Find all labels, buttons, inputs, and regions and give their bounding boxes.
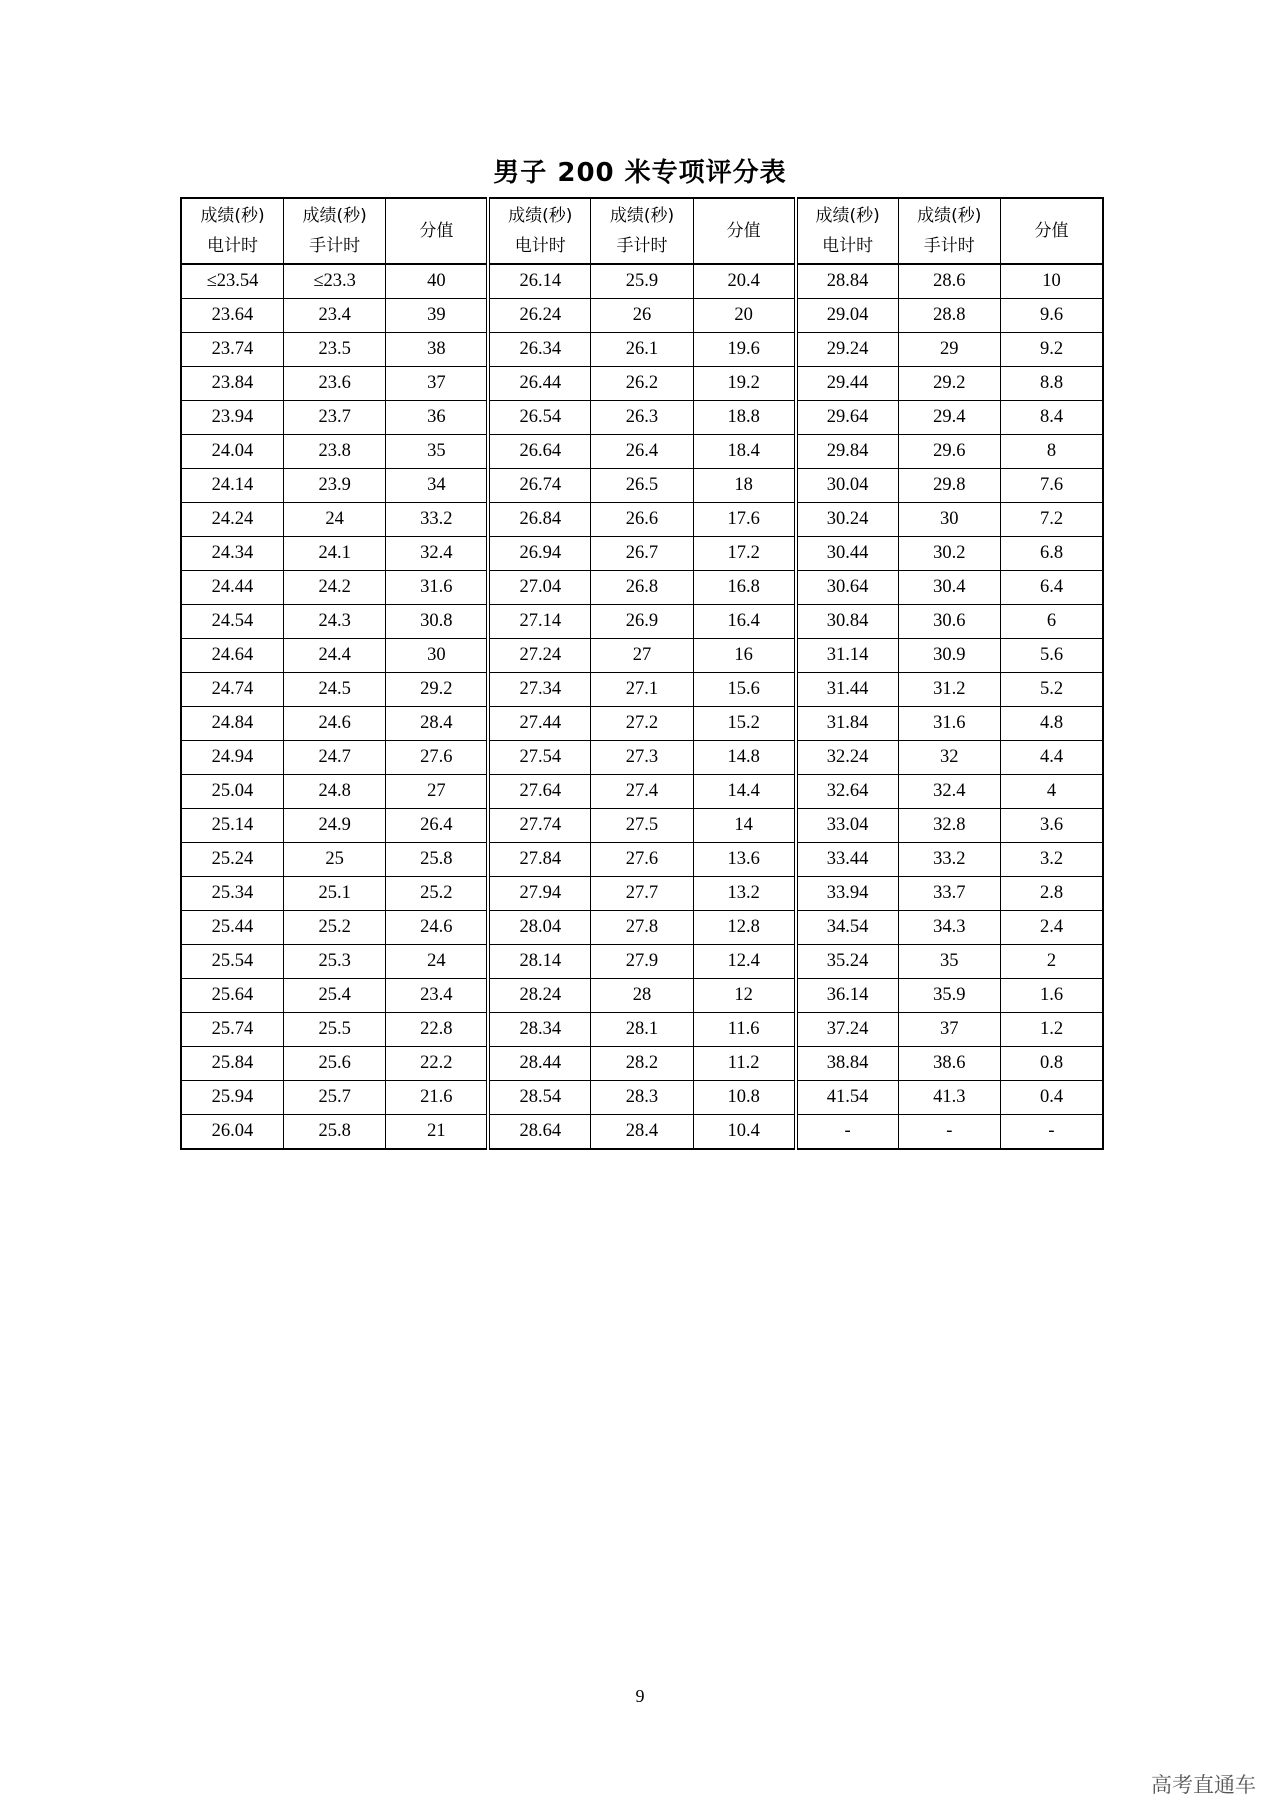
table-cell: 27.5	[591, 809, 693, 843]
table-cell: 1.2	[1001, 1013, 1104, 1047]
column-header-line: 电计时	[514, 236, 566, 256]
table-cell: 31.14	[796, 639, 898, 673]
table-cell: 29	[898, 333, 1000, 367]
table-cell: 16.4	[693, 605, 795, 639]
table-cell: 29.44	[796, 367, 898, 401]
table-cell: 24.2	[283, 571, 385, 605]
column-header-line: 分值	[726, 221, 761, 241]
table-cell: 27.74	[488, 809, 590, 843]
table-row	[181, 435, 1103, 469]
table-cell: 16	[693, 639, 795, 673]
table-cell: 25.14	[181, 809, 283, 843]
table-cell: 17.2	[693, 537, 795, 571]
table-cell: 26.84	[488, 503, 590, 537]
column-header-line: 手计时	[309, 236, 361, 256]
table-cell: 27	[386, 775, 488, 809]
table-cell: 11.6	[693, 1013, 795, 1047]
table-cell: 30.04	[796, 469, 898, 503]
column-header-line: 成绩(秒)	[302, 206, 367, 226]
column-header-line: 电计时	[206, 236, 258, 256]
table-cell: 14.4	[693, 775, 795, 809]
table-header	[181, 198, 1103, 264]
table-cell: 26.4	[386, 809, 488, 843]
table-cell: 17.6	[693, 503, 795, 537]
table-cell: 24.24	[181, 503, 283, 537]
table-cell: 3.6	[1001, 809, 1104, 843]
table-cell: 30.6	[898, 605, 1000, 639]
column-header	[386, 198, 488, 264]
table-cell: 25.8	[283, 1115, 385, 1150]
table-cell: 26	[591, 299, 693, 333]
table-cell: 10	[1001, 264, 1104, 299]
table-cell: 26.44	[488, 367, 590, 401]
table-cell: 25.44	[181, 911, 283, 945]
table-cell: 3.2	[1001, 843, 1104, 877]
table-row	[181, 945, 1103, 979]
table-cell: 18.4	[693, 435, 795, 469]
table-row	[181, 741, 1103, 775]
table-cell: 4.4	[1001, 741, 1104, 775]
table-cell: 19.6	[693, 333, 795, 367]
table-cell: 12.4	[693, 945, 795, 979]
table-cell: 15.6	[693, 673, 795, 707]
score-table	[180, 197, 1104, 1150]
table-cell: 20	[693, 299, 795, 333]
table-cell: 29.04	[796, 299, 898, 333]
table-row	[181, 1115, 1103, 1150]
table-cell: 9.6	[1001, 299, 1104, 333]
table-cell: 31.2	[898, 673, 1000, 707]
table-cell: 40	[386, 264, 488, 299]
column-header-line: 成绩(秒)	[609, 206, 675, 226]
table-cell: 27.6	[591, 843, 693, 877]
table-cell: 27.64	[488, 775, 590, 809]
table-cell: 32.24	[796, 741, 898, 775]
table-row	[181, 299, 1103, 333]
table-cell: -	[898, 1115, 1000, 1150]
table-cell: 23.8	[283, 435, 385, 469]
table-cell: 38	[386, 333, 488, 367]
table-cell: 30.4	[898, 571, 1000, 605]
table-cell: 25.94	[181, 1081, 283, 1115]
table-cell: 30	[898, 503, 1000, 537]
table-cell: 4.8	[1001, 707, 1104, 741]
table-cell: 23.9	[283, 469, 385, 503]
table-cell: 24.34	[181, 537, 283, 571]
table-cell: 21	[386, 1115, 488, 1150]
table-row	[181, 775, 1103, 809]
table-cell: 25.4	[283, 979, 385, 1013]
table-cell: 25.7	[283, 1081, 385, 1115]
table-cell: 28.34	[488, 1013, 590, 1047]
table-cell: 13.2	[693, 877, 795, 911]
column-header-line: 手计时	[616, 236, 668, 256]
table-row	[181, 537, 1103, 571]
column-header	[591, 198, 693, 264]
table-cell: 24.6	[386, 911, 488, 945]
table-cell: 39	[386, 299, 488, 333]
table-cell: 27.54	[488, 741, 590, 775]
table-cell: 23.6	[283, 367, 385, 401]
table-cell: 32.8	[898, 809, 1000, 843]
table-cell: 32	[898, 741, 1000, 775]
table-cell: 27	[591, 639, 693, 673]
table-cell: 27.1	[591, 673, 693, 707]
table-cell: 18.8	[693, 401, 795, 435]
table-cell: ≤23.54	[181, 264, 283, 299]
table-cell: 26.04	[181, 1115, 283, 1150]
table-cell: 29.6	[898, 435, 1000, 469]
page-title: 男子 200 米专项评分表	[493, 158, 787, 188]
table-cell: 27.84	[488, 843, 590, 877]
table-cell: 23.84	[181, 367, 283, 401]
table-cell: 8.8	[1001, 367, 1104, 401]
table-cell: 25.2	[283, 911, 385, 945]
table-cell: 14.8	[693, 741, 795, 775]
table-cell: 6	[1001, 605, 1104, 639]
table-cell: 26.3	[591, 401, 693, 435]
table-cell: 22.2	[386, 1047, 488, 1081]
table-row	[181, 469, 1103, 503]
table-cell: 26.1	[591, 333, 693, 367]
table-cell: 6.4	[1001, 571, 1104, 605]
table-cell: -	[1001, 1115, 1104, 1150]
table-cell: 35	[898, 945, 1000, 979]
table-cell: 29.24	[796, 333, 898, 367]
table-cell: ≤23.3	[283, 264, 385, 299]
column-header-line: 手计时	[923, 236, 975, 256]
table-cell: 31.84	[796, 707, 898, 741]
table-cell: 24.84	[181, 707, 283, 741]
table-cell: 20.4	[693, 264, 795, 299]
table-cell: 41.54	[796, 1081, 898, 1115]
table-cell: 35	[386, 435, 488, 469]
column-header-line: 成绩(秒)	[508, 206, 573, 226]
table-cell: 12	[693, 979, 795, 1013]
table-cell: 28.2	[591, 1047, 693, 1081]
table-row	[181, 571, 1103, 605]
table-cell: 35.9	[898, 979, 1000, 1013]
table-cell: 23.4	[283, 299, 385, 333]
table-cell: 26.7	[591, 537, 693, 571]
table-cell: 28.44	[488, 1047, 590, 1081]
table-cell: 25.74	[181, 1013, 283, 1047]
table-cell: 32.4	[898, 775, 1000, 809]
table-cell: 25.84	[181, 1047, 283, 1081]
column-header	[796, 198, 898, 264]
table-cell: 34.54	[796, 911, 898, 945]
table-cell: 10.8	[693, 1081, 795, 1115]
column-header	[1001, 198, 1104, 264]
table-cell: 27.8	[591, 911, 693, 945]
table-cell: 26.9	[591, 605, 693, 639]
table-row	[181, 333, 1103, 367]
table-cell: 10.4	[693, 1115, 795, 1150]
table-cell: 25.8	[386, 843, 488, 877]
table-row	[181, 673, 1103, 707]
table-cell: 28.14	[488, 945, 590, 979]
table-cell: 33.44	[796, 843, 898, 877]
table-cell: 27.44	[488, 707, 590, 741]
table-cell: 28.3	[591, 1081, 693, 1115]
table-row	[181, 911, 1103, 945]
table-cell: 26.94	[488, 537, 590, 571]
table-row	[181, 401, 1103, 435]
table-cell: 5.2	[1001, 673, 1104, 707]
table-cell: 26.8	[591, 571, 693, 605]
table-row	[181, 639, 1103, 673]
table-cell: 29.8	[898, 469, 1000, 503]
table-cell: 8.4	[1001, 401, 1104, 435]
table-cell: 30.24	[796, 503, 898, 537]
table-cell: 38.84	[796, 1047, 898, 1081]
table-cell: 23.74	[181, 333, 283, 367]
table-cell: 24.04	[181, 435, 283, 469]
table-cell: 28.84	[796, 264, 898, 299]
table-cell: 24.9	[283, 809, 385, 843]
table-cell: 32.4	[386, 537, 488, 571]
table-cell: 25.1	[283, 877, 385, 911]
table-cell: 30.64	[796, 571, 898, 605]
table-cell: 1.6	[1001, 979, 1104, 1013]
table-cell: 28.04	[488, 911, 590, 945]
table-cell: 33.2	[386, 503, 488, 537]
table-cell: 36.14	[796, 979, 898, 1013]
table-cell: 26.74	[488, 469, 590, 503]
table-cell: 37	[898, 1013, 1000, 1047]
table-cell: 25.2	[386, 877, 488, 911]
table-cell: 26.24	[488, 299, 590, 333]
column-header	[488, 198, 590, 264]
table-cell: 26.6	[591, 503, 693, 537]
table-cell: 2	[1001, 945, 1104, 979]
table-cell: 26.4	[591, 435, 693, 469]
table-cell: 24.54	[181, 605, 283, 639]
table-cell: 28.4	[591, 1115, 693, 1150]
table-cell: 16.8	[693, 571, 795, 605]
table-cell: 28.24	[488, 979, 590, 1013]
table-cell: 23.5	[283, 333, 385, 367]
column-header-line: 成绩(秒)	[917, 206, 982, 226]
table-cell: 26.64	[488, 435, 590, 469]
table-cell: 27.04	[488, 571, 590, 605]
table-cell: 26.34	[488, 333, 590, 367]
table-cell: 25.6	[283, 1047, 385, 1081]
table-cell: 2.4	[1001, 911, 1104, 945]
table-row	[181, 1081, 1103, 1115]
table-cell: 37.24	[796, 1013, 898, 1047]
table-cell: 22.8	[386, 1013, 488, 1047]
table-cell: 2.8	[1001, 877, 1104, 911]
table-cell: 29.64	[796, 401, 898, 435]
table-cell: 29.2	[898, 367, 1000, 401]
table-cell: 21.6	[386, 1081, 488, 1115]
column-header-line: 成绩(秒)	[200, 206, 265, 226]
table-row	[181, 979, 1103, 1013]
table-row	[181, 503, 1103, 537]
table-cell: -	[796, 1115, 898, 1150]
table-cell: 31.6	[898, 707, 1000, 741]
table-cell: 30.8	[386, 605, 488, 639]
table-cell: 23.94	[181, 401, 283, 435]
table-cell: 24.94	[181, 741, 283, 775]
table-cell: 12.8	[693, 911, 795, 945]
table-cell: 24.7	[283, 741, 385, 775]
page-number: 9	[635, 1686, 645, 1706]
table-cell: 25.3	[283, 945, 385, 979]
table-cell: 27.6	[386, 741, 488, 775]
table-row	[181, 1047, 1103, 1081]
table-cell: 19.2	[693, 367, 795, 401]
table-cell: 11.2	[693, 1047, 795, 1081]
table-cell: 27.34	[488, 673, 590, 707]
table-cell: 30	[386, 639, 488, 673]
table-cell: 8	[1001, 435, 1104, 469]
table-row	[181, 843, 1103, 877]
table-cell: 33.2	[898, 843, 1000, 877]
table-cell: 24.44	[181, 571, 283, 605]
table-cell: 18	[693, 469, 795, 503]
table-cell: 23.64	[181, 299, 283, 333]
table-body	[181, 264, 1103, 1149]
table-cell: 24.64	[181, 639, 283, 673]
column-header	[181, 198, 283, 264]
table-cell: 25.9	[591, 264, 693, 299]
table-cell: 34.3	[898, 911, 1000, 945]
table-cell: 25.64	[181, 979, 283, 1013]
table-cell: 24.4	[283, 639, 385, 673]
table-cell: 24	[386, 945, 488, 979]
table-cell: 28.54	[488, 1081, 590, 1115]
table-row	[181, 367, 1103, 401]
table-cell: 24.6	[283, 707, 385, 741]
table-row	[181, 1013, 1103, 1047]
table-cell: 30.2	[898, 537, 1000, 571]
header-row	[181, 198, 1103, 264]
table-cell: 30.44	[796, 537, 898, 571]
table-cell: 24	[283, 503, 385, 537]
table-cell: 37	[386, 367, 488, 401]
table-cell: 27.7	[591, 877, 693, 911]
table-row	[181, 809, 1103, 843]
table-cell: 30.84	[796, 605, 898, 639]
table-cell: 30.9	[898, 639, 1000, 673]
table-cell: 28.64	[488, 1115, 590, 1150]
table-row	[181, 264, 1103, 299]
table-cell: 26.54	[488, 401, 590, 435]
table-cell: 9.2	[1001, 333, 1104, 367]
table-cell: 32.64	[796, 775, 898, 809]
table-cell: 4	[1001, 775, 1104, 809]
watermark: 高考直通车	[1151, 1773, 1256, 1797]
table-row	[181, 877, 1103, 911]
table-cell: 28.8	[898, 299, 1000, 333]
table-cell: 7.6	[1001, 469, 1104, 503]
table-cell: 27.9	[591, 945, 693, 979]
table-cell: 14	[693, 809, 795, 843]
table-cell: 26.2	[591, 367, 693, 401]
column-header	[693, 198, 795, 264]
column-header-line: 分值	[419, 221, 454, 241]
table-cell: 33.7	[898, 877, 1000, 911]
table-cell: 38.6	[898, 1047, 1000, 1081]
table-cell: 25.34	[181, 877, 283, 911]
table-cell: 25.04	[181, 775, 283, 809]
table-cell: 31.44	[796, 673, 898, 707]
table-cell: 27.94	[488, 877, 590, 911]
table-row	[181, 707, 1103, 741]
table-cell: 6.8	[1001, 537, 1104, 571]
table-cell: 24.14	[181, 469, 283, 503]
table-cell: 33.04	[796, 809, 898, 843]
table-cell: 13.6	[693, 843, 795, 877]
table-cell: 28.4	[386, 707, 488, 741]
column-header-line: 电计时	[822, 236, 874, 256]
table-cell: 29.84	[796, 435, 898, 469]
column-header	[283, 198, 385, 264]
table-cell: 25	[283, 843, 385, 877]
table-cell: 27.24	[488, 639, 590, 673]
table-cell: 0.8	[1001, 1047, 1104, 1081]
table-cell: 28.1	[591, 1013, 693, 1047]
table-cell: 26.14	[488, 264, 590, 299]
table-cell: 35.24	[796, 945, 898, 979]
table-cell: 24.3	[283, 605, 385, 639]
table-cell: 27.3	[591, 741, 693, 775]
table-cell: 24.1	[283, 537, 385, 571]
table-cell: 0.4	[1001, 1081, 1104, 1115]
table-cell: 41.3	[898, 1081, 1000, 1115]
table-cell: 23.7	[283, 401, 385, 435]
table-cell: 24.8	[283, 775, 385, 809]
table-cell: 24.74	[181, 673, 283, 707]
table-cell: 15.2	[693, 707, 795, 741]
table-cell: 25.5	[283, 1013, 385, 1047]
column-header-line: 成绩(秒)	[815, 206, 880, 226]
table-cell: 31.6	[386, 571, 488, 605]
table-cell: 27.14	[488, 605, 590, 639]
table-cell: 27.2	[591, 707, 693, 741]
table-cell: 34	[386, 469, 488, 503]
column-header	[898, 198, 1000, 264]
table-cell: 28.6	[898, 264, 1000, 299]
table-cell: 27.4	[591, 775, 693, 809]
table-cell: 24.5	[283, 673, 385, 707]
table-cell: 36	[386, 401, 488, 435]
table-cell: 5.6	[1001, 639, 1104, 673]
column-header-line: 分值	[1034, 221, 1069, 241]
table-cell: 26.5	[591, 469, 693, 503]
table-row	[181, 605, 1103, 639]
table-cell: 25.24	[181, 843, 283, 877]
table-cell: 7.2	[1001, 503, 1104, 537]
table-cell: 25.54	[181, 945, 283, 979]
table-cell: 28	[591, 979, 693, 1013]
table-cell: 23.4	[386, 979, 488, 1013]
table-cell: 29.2	[386, 673, 488, 707]
table-cell: 29.4	[898, 401, 1000, 435]
table-cell: 33.94	[796, 877, 898, 911]
